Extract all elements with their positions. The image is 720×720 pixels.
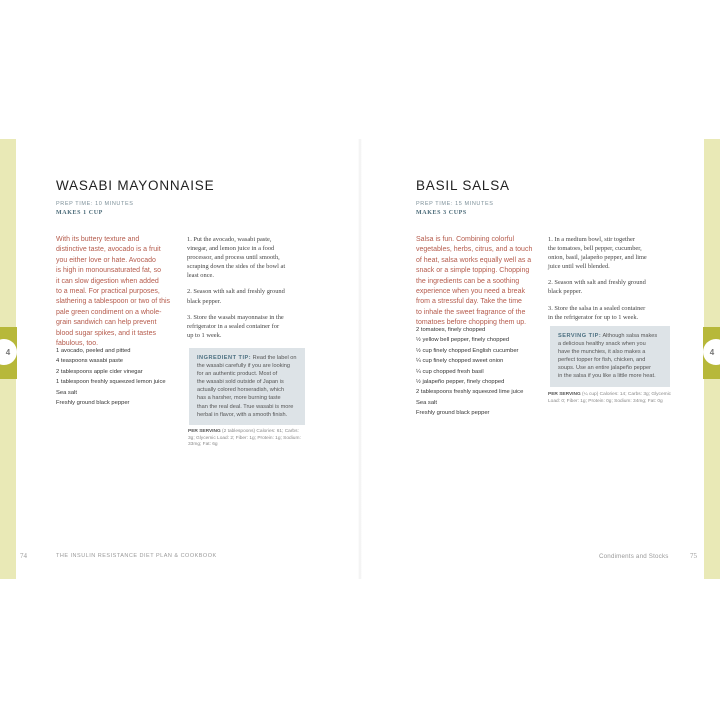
left-nutrition-info (188, 429, 310, 449)
intro-line: Salsa is fun. Combining colorful (416, 236, 515, 243)
intro-line: from a stressful day. Take the time (416, 298, 522, 306)
ingredient-item: ¼ cup finely chopped sweet onion (416, 358, 504, 365)
step-line: processor, and process until smooth, (187, 254, 280, 262)
step-line: 2. Season with salt and freshly ground (548, 279, 646, 287)
intro-line: fabulous, too. (56, 340, 99, 348)
tip-line: soups. Use an entire jalapeño pepper (558, 365, 651, 372)
intro-line: the ingredients can be a soothing (416, 277, 520, 285)
right-method-steps (548, 235, 678, 329)
method-step (187, 287, 315, 305)
right-yield: MAKES 3 CUPS (416, 210, 467, 216)
intro-line: experience when you need a break (416, 288, 525, 296)
tip-line: SERVING TIP: Although salsa makes (558, 333, 658, 339)
ingredient-item: ¼ cup chopped fresh basil (416, 368, 484, 375)
intro-line: snack or a simple topping. Chopping (416, 267, 530, 275)
tip-line: a delicious healthy snack when you (558, 341, 646, 348)
right-running-head: Condiments and Stocks (599, 553, 669, 560)
tip-label: SERVING TIP: (558, 333, 602, 339)
ingredient-item: 2 tomatoes, finely chopped (416, 327, 486, 333)
ingredient-item: 2 tablespoons freshly squeezed lime juice (416, 389, 524, 396)
left-prep-time: PREP TIME: 10 MINUTES (56, 201, 134, 207)
right-chapter-tab (703, 327, 720, 379)
step-line: black pepper. (548, 288, 583, 296)
step-line: 1. In a medium bowl, stir together (548, 236, 635, 243)
nutrition-line: PER SERVING (2 tablespoons) Calories: 61; Carbs: (188, 429, 299, 434)
tip-line: the wasabi sold outside of Japan is (197, 379, 284, 386)
left-ingredient-tip (189, 348, 305, 425)
ingredient-item: 4 teaspoons wasabi paste (56, 358, 124, 365)
method-step (548, 235, 678, 271)
ingredient-item: Sea salt (416, 399, 437, 406)
step-line: 3. Store the salsa in a sealed container (548, 304, 646, 312)
tip-line: has a harsher, more burning taste (197, 395, 281, 402)
left-running-head: THE INSULIN RESISTANCE DIET PLAN & COOKBOOK (56, 553, 217, 559)
step-line: onion, basil, jalapeño pepper, and lime (548, 254, 647, 262)
left-yield: MAKES 1 CUP (56, 210, 103, 216)
nutrition-line: 3g; Glycemic Load: 2; Fiber: 1g; Protein: 1g; Sodium: (188, 435, 301, 441)
step-line: refrigerator in a sealed container for (187, 322, 280, 330)
step-line: 3. Store the wasabi mayonnaise in the (187, 313, 284, 321)
ingredient-item: ½ jalapeño pepper, finely chopped (416, 378, 505, 385)
method-step (187, 313, 315, 340)
nutrition-label: PER SERVING (548, 392, 581, 397)
nutrition-line: Load: 0; Fiber: 1g; Protein: 0g; Sodium: 34mg; Fat: 0g (548, 398, 663, 404)
step-line: juice until well blended. (548, 263, 610, 271)
step-line: up to 1 week. (187, 331, 222, 339)
intro-line: is high in monounsaturated fat, so (56, 267, 162, 275)
intro-line: of heat, salsa works equally well as a (416, 256, 532, 264)
step-line: in the refrigerator for up to 1 week. (548, 313, 639, 321)
left-ingredient-list (56, 346, 166, 408)
right-chapter-number: 4 (703, 339, 720, 365)
right-serving-tip (550, 326, 670, 387)
tip-line: for an authentic product. Most of (197, 371, 278, 378)
right-ingredient-list (416, 325, 523, 419)
intro-line: vegetables, herbs, citrus, and a touch (416, 246, 533, 254)
right-intro-text (416, 235, 540, 329)
intro-line: With its buttery texture and (56, 236, 140, 243)
right-page-number: 75 (690, 552, 697, 560)
intro-line: distinctive taste, avocado is a fruit (56, 246, 161, 254)
method-step (187, 235, 315, 280)
intro-line: grain sandwich can help prevent (56, 319, 157, 327)
method-step (548, 304, 678, 322)
intro-line: blood sugar spikes, and it tastes (56, 329, 157, 337)
left-intro-text (56, 235, 180, 349)
step-line: 1. Put the avocado, wasabi paste, (187, 236, 272, 243)
ingredient-item: Sea salt (56, 389, 77, 396)
right-nutrition-info (548, 392, 674, 405)
step-line: the tomatoes, bell pepper, cucumber, (548, 245, 642, 253)
intro-line: you either love or hate. Avocado (56, 256, 156, 264)
step-line: 2. Season with salt and freshly ground (187, 288, 285, 296)
ingredient-item: 2 tablespoons apple cider vinegar (56, 368, 143, 375)
tip-line: herbal in flavor, with a smooth finish. (197, 411, 288, 418)
left-chapter-tab (0, 327, 17, 379)
ingredient-item: ½ yellow bell pepper, finely chopped (416, 337, 510, 344)
left-chapter-number: 4 (0, 339, 17, 365)
intro-line: to a meal. For practical purposes, (56, 288, 160, 296)
tip-line: INGREDIENT TIP: Read the label on (197, 355, 297, 361)
ingredient-item: 1 tablespoon freshly squeezed lemon juice (56, 379, 166, 386)
ingredient-item: ½ cup finely chopped English cucumber (416, 347, 519, 354)
right-prep-time: PREP TIME: 15 MINUTES (416, 201, 494, 207)
step-line: least once. (187, 272, 214, 280)
tip-label: INGREDIENT TIP: (197, 355, 252, 361)
right-recipe-title: BASIL SALSA (416, 178, 510, 193)
intro-line: it can slow digestion when added (56, 277, 159, 285)
intro-line: slathering a tablespoon or two of this (56, 298, 171, 306)
step-line: vinegar, and lemon juice in a food (187, 245, 275, 253)
step-line: scraping down the sides of the bowl at (187, 263, 286, 271)
intro-line: pale green condiment on a whole- (56, 308, 162, 316)
tip-line: have the munchies, it also makes a (558, 349, 646, 356)
tip-line: than the real deal. True wasabi is more (197, 403, 294, 410)
step-line: black pepper. (187, 297, 222, 305)
tip-line: the wasabi carefully if you are looking (197, 363, 290, 370)
left-recipe-title: WASABI MAYONNAISE (56, 178, 215, 193)
intro-line: tomatoes before chopping them up. (416, 319, 527, 327)
left-page-number: 74 (20, 552, 27, 560)
nutrition-line: PER SERVING (¼ cup) Calories: 14; Carbs: 3g; Glycemic (548, 392, 672, 397)
ingredient-item: Freshly ground black pepper (56, 399, 130, 406)
intro-line: to inhale the sweet fragrance of the (416, 308, 526, 316)
tip-line: in the salsa if you like a little more heat. (558, 373, 656, 380)
book-gutter (358, 139, 362, 579)
ingredient-item: Freshly ground black pepper (416, 410, 490, 417)
tip-line: actually colored horseradish, which (197, 387, 285, 394)
tip-line: perfect topper for fish, chicken, and (558, 357, 646, 364)
nutrition-label: PER SERVING (188, 429, 221, 434)
cookbook-spread (0, 139, 720, 579)
left-method-steps (187, 235, 315, 347)
method-step (548, 278, 678, 296)
ingredient-item: 1 avocado, peeled and pitted (56, 348, 131, 354)
nutrition-line: 33mg; Fat: 6g (188, 442, 218, 448)
